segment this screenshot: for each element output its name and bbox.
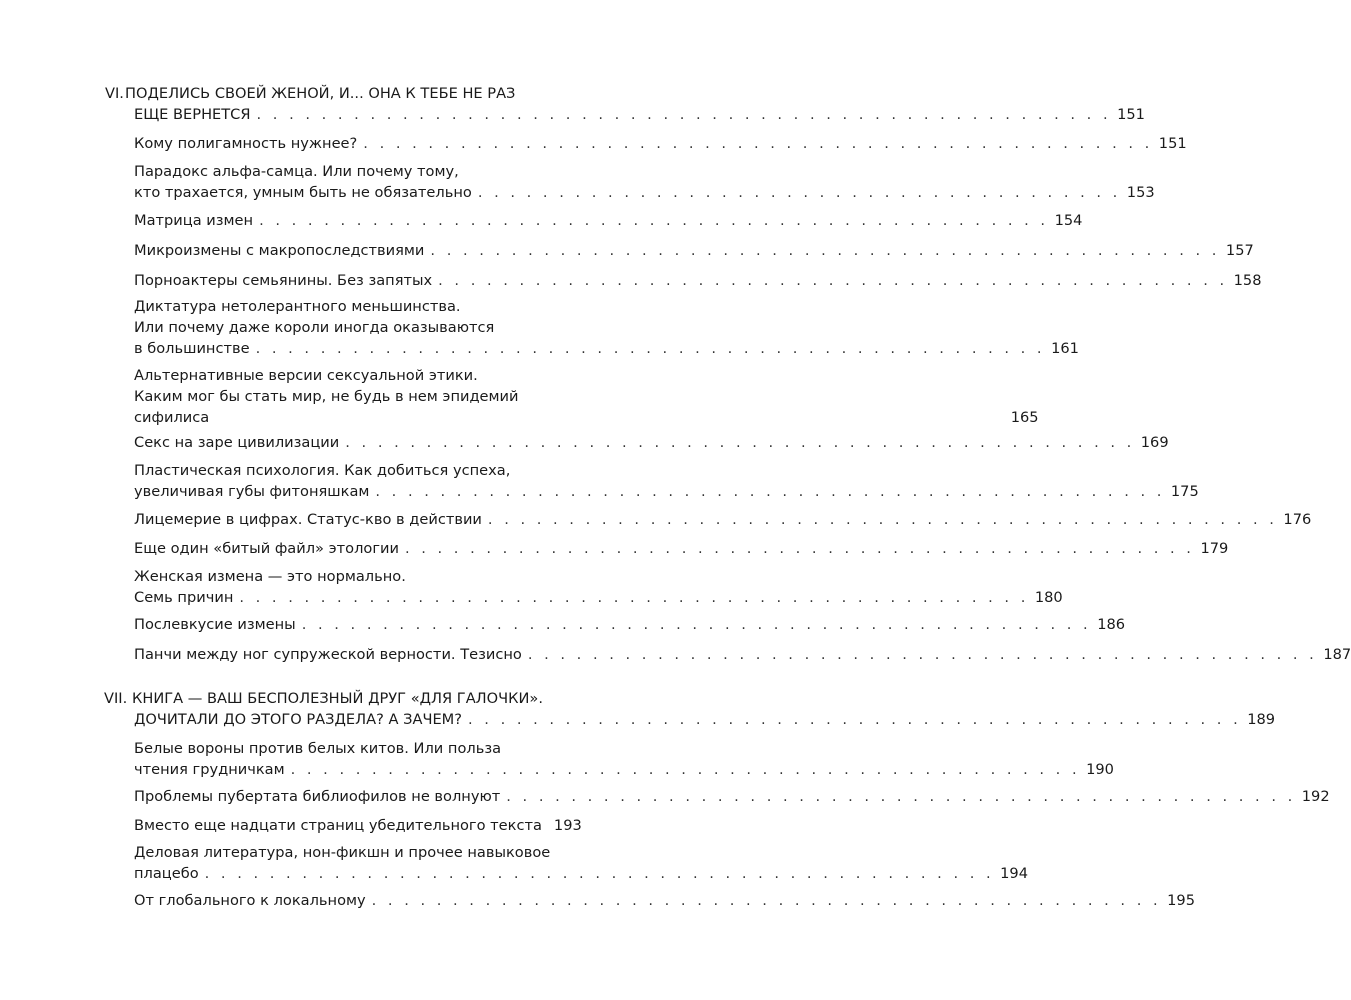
chapter-title-line: ПОДЕЛИСЬ СВОЕЙ ЖЕНОЙ, И... ОНА К ТЕБЕ НЕ РАЗ [125,85,516,102]
chapter-numeral: VI. [105,85,124,102]
entry-title: Белые вороны против белых китов. Или польза [134,740,502,757]
dot-leader: . . . . . . . . . . . . . . . . . . . . . . . . . . . . . . . . . . . . . . . . . . . . . . . . . [506,788,1296,805]
toc-entry [134,509,1312,530]
chapter-title-line: ЕЩЕ ВЕРНЕТСЯ [134,106,251,123]
dot-leader: . . . . . . . . . . . . . . . . . . . . . . . . . . . . . . . . . . . . . . . . . . . . . . . . . [404,540,1195,557]
toc-entry [134,815,582,836]
entry-title: Пластическая психология. Как добиться успеха, [134,462,511,479]
entry-title: Вместо еще надцати страниц убедительного текста [134,817,542,834]
entry-title: Секс на заре цивилизации [134,434,340,451]
toc-entry [134,133,1187,154]
page-number: 195 [1167,892,1195,909]
chapter-numeral: VII. [104,690,128,707]
page-number: 192 [1301,788,1330,805]
entry-title: От глобального к локальному [134,892,366,909]
entry-title: Лицемерие в цифрах. Статус-кво в действии [134,511,482,528]
entry-title: в большинстве [134,340,250,357]
entry-title: Панчи между ног супружеской верности. Тезисно [134,646,522,663]
toc-entry [134,738,1114,780]
dot-leader: . . . . . . . . . . . . . . . . . . . . . . . . . . . . . . . . . . . . . . . . . . . . . . . . . [371,892,1162,909]
dot-leader: . . . . . . . . . . . . . . . . . . . . . . . . . . . . . . . . . . . . . . . . . . . . . . . . . [375,483,1165,500]
toc-entry [134,296,1079,359]
toc-entry [134,240,1254,261]
chapter-title-line: КНИГА — ВАШ БЕСПОЛЕЗНЫЙ ДРУГ «ДЛЯ ГАЛОЧКИ». [132,690,543,707]
page-number: 157 [1225,242,1254,259]
page-number: 158 [1233,272,1262,289]
entry-title: Проблемы пубертата библиофилов не волнуют [134,788,501,805]
page-number: 154 [1054,212,1083,229]
entry-title: Семь причин [134,589,234,606]
dot-leader: . . . . . . . . . . . . . . . . . . . . . . . . . . . . . . . . . . . . . . . . . . . . . . . . . [430,242,1220,259]
page-number: 193 [553,817,582,834]
dot-leader: . . . . . . . . . . . . . . . . . . . . . . . . . . . . . . . . . . . . . . . . [477,184,1121,201]
page-number: 179 [1200,540,1229,557]
toc-entry [134,890,1195,911]
page-number: 187 [1323,646,1351,663]
page-number: 153 [1126,184,1155,201]
entry-title: увеличивая губы фитоняшкам [134,483,370,500]
page-number: 165 [1010,409,1039,426]
entry-title: Еще один «битый файл» этологии [134,540,399,557]
entry-title: Матрица измен [134,212,254,229]
entry-title: Или почему даже короли иногда оказываются [134,319,495,336]
entry-title: Послевкусие измены [134,616,296,633]
toc-entry [134,270,1262,291]
dot-leader: . . . . . . . . . . . . . . . . . . . . . . . . . . . . . . . . . . . . . . . . . . . . . . . . . [345,434,1135,451]
chapter-heading [104,688,1276,730]
dot-leader: . . . . . . . . . . . . . . . . . . . . . . . . . . . . . . . . . . . . . . . . . . . . . . . . . [255,340,1046,357]
dot-leader [215,407,1004,428]
page-number: 180 [1034,589,1063,606]
toc-entry [134,365,1039,428]
chapter-title-last-line [134,104,1145,125]
page-number: 151 [1117,106,1145,123]
toc-entry [134,614,1126,635]
dot-leader: . . . . . . . . . . . . . . . . . . . . . . . . . . . . . . . . . . . . . . . . . . . . . . . . . [259,212,1049,229]
dot-leader: . . . . . . . . . . . . . . . . . . . . . . . . . . . . . . . . . . . . . . . . . . . . . . . . . [239,589,1029,606]
chapter-title-last-line [134,709,1276,730]
page-number: 175 [1170,483,1199,500]
toc-entry [134,460,1199,502]
chapter-title-line: ДОЧИТАЛИ ДО ЭТОГО РАЗДЕЛА? А ЗАЧЕМ? [134,711,463,728]
toc-entry [134,210,1083,231]
dot-leader: . . . . . . . . . . . . . . . . . . . . . . . . . . . . . . . . . . . . . . . . . . . . . . . . . [290,761,1081,778]
page-number: 176 [1283,511,1312,528]
entry-title: плацебо [134,865,199,882]
dot-leader: . . . . . . . . . . . . . . . . . . . . . . . . . . . . . . . . . . . . . . . . . . . . . . . . . [487,511,1278,528]
dot-leader: . . . . . . . . . . . . . . . . . . . . . . . . . . . . . . . . . . . . . . . . . . . . . . . . [468,711,1242,728]
entry-title: Альтернативные версии сексуальной этики. [134,367,478,384]
entry-title: Женская измена — это нормально. [134,568,406,585]
chapter-heading [105,83,1145,125]
toc-entry [134,566,1063,608]
entry-title: Микроизмены с макропоследствиями [134,242,425,259]
entry-title: Парадокс альфа-самца. Или почему тому, [134,163,459,180]
entry-title: чтения грудничкам [134,761,285,778]
toc-entry [134,432,1169,453]
page-number: 189 [1247,711,1276,728]
entry-title: Диктатура нетолерантного меньшинства. [134,298,461,315]
dot-leader: . . . . . . . . . . . . . . . . . . . . . . . . . . . . . . . . . . . . . . . . . . . . . . . . . [363,135,1153,152]
page-number: 194 [1000,865,1028,882]
toc-entry [134,644,1351,665]
toc-entry [134,161,1155,203]
page-number: 190 [1086,761,1114,778]
dot-leader: . . . . . . . . . . . . . . . . . . . . . . . . . . . . . . . . . . . . . . . . . . . . . . . . . [301,616,1092,633]
toc-entry [134,786,1330,807]
page-number: 151 [1158,135,1187,152]
entry-title: Порноактеры семьянины. Без запятых [134,272,433,289]
toc-entry [134,842,1028,884]
entry-title: кто трахается, умным быть не обязательно [134,184,472,201]
page-number: 186 [1097,616,1126,633]
entry-title: Деловая литература, нон-фикшн и прочее навыковое [134,844,551,861]
dot-leader: . . . . . . . . . . . . . . . . . . . . . . . . . . . . . . . . . . . . . . . . . . . . . . . . . [438,272,1228,289]
page-number: 161 [1051,340,1079,357]
entry-title: сифилиса [134,409,210,426]
entry-title: Каким мог бы стать мир, не будь в нем эпидемий [134,388,519,405]
entry-title: Кому полигамность нужнее? [134,135,358,152]
dot-leader: . . . . . . . . . . . . . . . . . . . . . . . . . . . . . . . . . . . . . . . . . . . . . . . . . [204,865,995,882]
toc-entry [134,538,1229,559]
page-number: 169 [1140,434,1169,451]
dot-leader: . . . . . . . . . . . . . . . . . . . . . . . . . . . . . . . . . . . . . . . . . . . . . . . . . . . . . [256,106,1112,123]
dot-leader: . . . . . . . . . . . . . . . . . . . . . . . . . . . . . . . . . . . . . . . . . . . . . . . . . [527,646,1318,663]
